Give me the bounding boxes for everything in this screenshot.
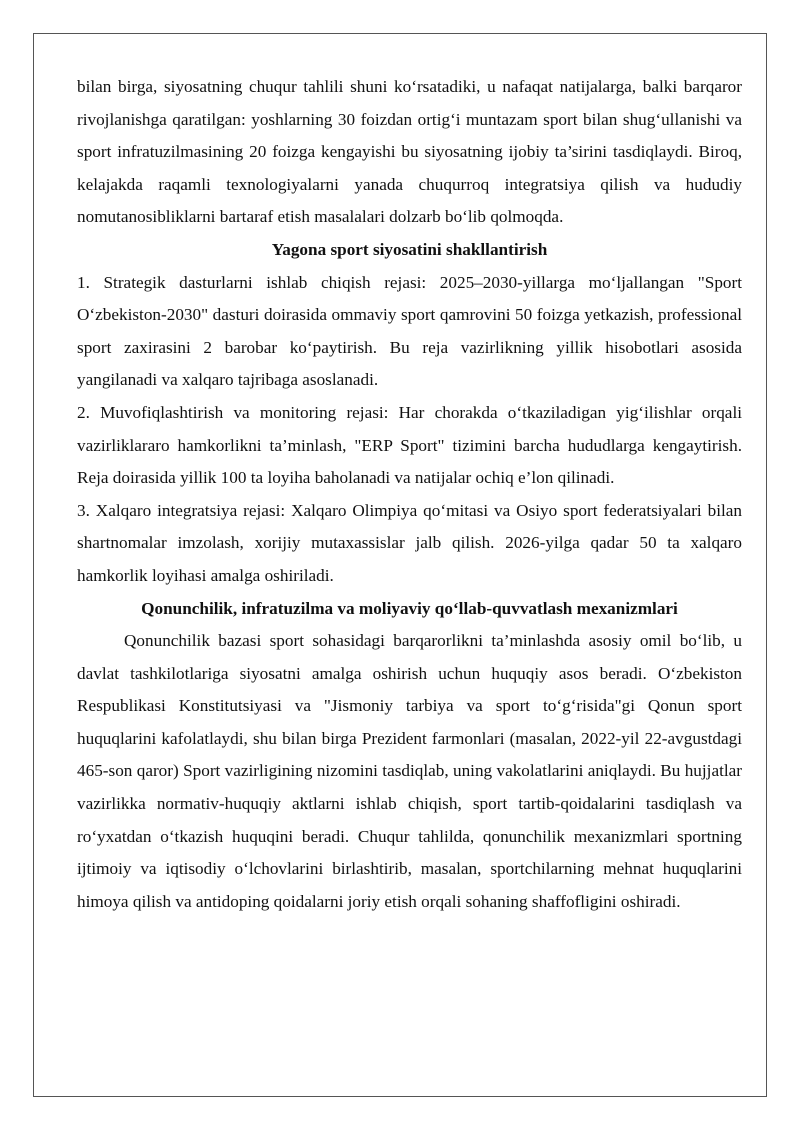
intro-paragraph: bilan birga, siyosatning chuqur tahlili shuni ko‘rsatadiki, u nafaqat natijalarga, balki barqaror rivojlanishga qaratilgan: yoshlarning 30 foizdan ortig‘i muntazam sport bilan shug‘ullanishi va sport infratuzilmasining 20 foizga kengayishi bu siyosatning ijobiy ta’sirini tasdiqlaydi. Biroq, kelajakda raqamli texnologiyalarni yanada chuqurroq integratsiya qilish va hududiy nomutanosibliklarni bartaraf etish masalalari dolzarb bo‘lib qolmoqda. — [77, 77, 742, 227]
list-item-coordination-plan: 2. Muvofiqlashtirish va monitoring rejasi: Har chorakda o‘tkaziladigan yig‘ilishlar orqali vazirliklararo hamkorlikni ta’minlash, "ERP Sport" tizimini barcha hududlarga kengaytirish. Reja doirasida yillik 100 ta loyiha baholanadi va natijalar ochiq e’lon qilinadi. — [77, 402, 742, 488]
list-item-international-plan: 3. Xalqaro integratsiya rejasi: Xalqaro Olimpiya qo‘mitasi va Osiyo sport federatsiyalari bilan shartnomalar imzolash, xorijiy mutaxassislar jalb qilish. 2026-yilga qadar 50 ta xalqaro hamkorlik loyihasi amalga oshiriladi. — [77, 500, 742, 585]
section-heading-unified-policy: Yagona sport siyosatini shakllantirish — [271, 239, 548, 259]
section-heading-legislation: Qonunchilik, infratuzilma va moliyaviy qo‘llab-quvvatlash mexanizmlari — [141, 598, 678, 618]
list-item-strategic-plan: 1. Strategik dasturlarni ishlab chiqish rejasi: 2025–2030-yillarga mo‘ljallangan "Sport O‘zbekiston-2030" dasturi doirasida ommaviy sport qamrovini 50 foizga yetkazish, professional sport zaxirasini 2 barobar ko‘paytirish. Bu reja vazirlikning yillik hisobotlari asosida yangilanadi va xalqaro tajribaga asoslanadi. — [77, 272, 742, 390]
document-body — [77, 71, 742, 918]
legislation-paragraph: Qonunchilik bazasi sport sohasidagi barqarorlikni ta’minlashda asosiy omil bo‘lib, u davlat tashkilotlariga siyosatni amalga oshirish uchun huquqiy asos beradi. O‘zbekiston Respublikasi Konstitutsiyasi va "Jismoniy tarbiya va sport to‘g‘risida"gi Qonun sport huquqlarini kafolatlaydi, shu bilan birga Prezident farmonlari (masalan, 2022-yil 22-avgustdagi 465-son qaror) Sport vazirligining nizomini tasdiqlab, uning vakolatlarini aniqlaydi. Bu hujjatlar vazirlikka normativ-huquqiy aktlarni ishlab chiqish, sport tartib-qoidalarini tasdiqlash va ro‘yxatdan o‘tkazish huquqini beradi. Chuqur tahlilda, qonunchilik mexanizmlari sportning ijtimoiy va iqtisodiy o‘lchovlarini birlashtirib, masalan, sportchilarning mehnat huquqlarini himoya qilish va antidoping qoidalarni joriy etish orqali sohaning shaffofligini oshiradi. — [77, 631, 742, 911]
